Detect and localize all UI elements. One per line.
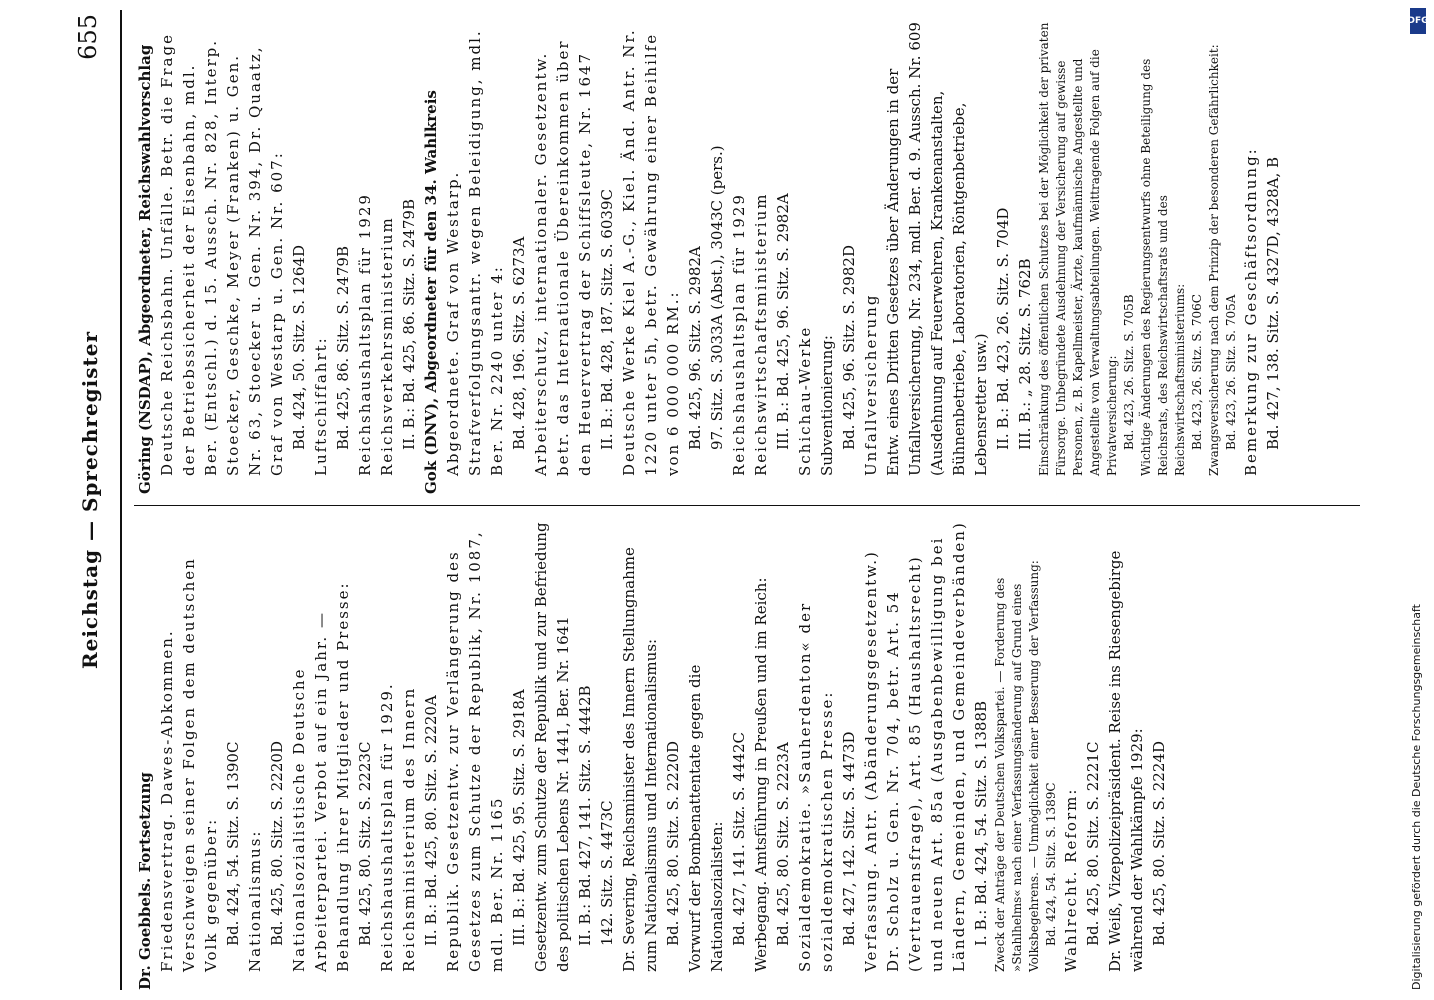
reference: 142. Sitz. S. 4473C (598, 800, 616, 946)
reference: II. B.: Bd. 428, 187. Sitz. S. 6039C (598, 189, 616, 450)
subject-entry: Unfallversicherung (862, 293, 880, 476)
subject-entry: Zwangsversicherung nach dem Prinzip der besonderen Gefährlichkeit: (1207, 44, 1221, 476)
subject-entry: Deutsche Reichsbahn. Unfälle. Betr. die Frage der Betriebssicherheit der Eisenbahn, mdl. Ber. (Entschl.) d. 15. Aussch. Nr. 828, Interp. Stoecker, Geschke, Meyer (Franken) u. Gen. Nr. 63, Stoecker u. Gen. Nr. 394, Dr. Quaatz, Graf von Westarp u. Gen. Nr. 607: (158, 33, 286, 476)
subject-entry: Schichau-Werke (796, 325, 814, 476)
subject-entry: Republik. Gesetzentw. zur Verlängerung des Gesetzes zum Schutze der Republik, Nr. 1087, mdl. Ber. Nr. 1165 (444, 530, 506, 972)
reference: Bd. 425, 96. Sitz. S. 2982A (686, 246, 704, 450)
subject-entry: Vorwurf der Bombenattentate gegen die Nationalsozialisten: (686, 664, 726, 972)
register-columns (134, 10, 1360, 990)
subject-entry: Luftschiffahrt: (312, 336, 330, 476)
subject-entry: Arbeiterschutz, internationaler. Gesetzentw. betr. das Internationale Übereinkommen über den Heuervertrag der Schiffsleute, Nr. 1647 (532, 39, 594, 476)
subject-entry: Wahlrecht. Reform: (1062, 787, 1080, 972)
subject-entry: Wichtige Änderungen des Regierungsentwurfs ohne Beteiligung des Reichsrats, des Reichswirtschaftsrats und des Reichswirtschaftsministeriums: (1139, 58, 1187, 476)
digitization-text: Digitalisierung gefördert durch die Deutsche Forschungsgemeinschaft (1410, 604, 1423, 990)
reference: Bd. 424, 54. Sitz. S. 1389C (1044, 782, 1058, 946)
reference: Bd. 427, 141. Sitz. S. 4442C (730, 732, 748, 946)
page-number: 655 (74, 14, 102, 60)
subject-entry: Subventionierung: (818, 335, 836, 476)
reference: II. B.: Bd. 425, 86. Sitz. S. 2479B (400, 199, 418, 450)
reference: Bd. 425, 80. Sitz. S. 2220D (268, 741, 286, 946)
register-page (60, 10, 1360, 990)
subject-entry: Friedensvertrag. Dawes-Abkommen. Verschweigen seiner Folgen dem deutschen Volk gegenüber: (158, 557, 220, 972)
reference: I. B.: Bd. 424, 54. Sitz. S. 1388B (972, 700, 990, 946)
reference: II. B.: Bd. 423, 26. Sitz. S. 704D (994, 207, 1012, 450)
subject-entry: Werbegang. Amtsführung in Preußen und im Reich: (752, 577, 770, 972)
dfg-logo: DFG (1410, 8, 1426, 34)
subject-entry: Reichshaushaltsplan für 1929 Reichswirtschaftsministerium (730, 192, 770, 476)
digitization-note (1408, 0, 1434, 1000)
subject-entry: Reichshaushaltsplan für 1929. Reichsministerium des Innern (378, 682, 418, 972)
reference: Bd. 428, 196. Sitz. S. 6273A (510, 236, 528, 450)
reference: Bd. 425, 80. Sitz. S. 2224D (1150, 741, 1168, 946)
subject-entry: Sozialdemokratie. »Sauherdenton« der sozialdemokratischen Presse: (796, 601, 836, 972)
subject-entry: Gesetzentw. zum Schutze der Republik und zur Befriedung des politischen Lebens Nr. 1441, Ber. Nr. 1641 (532, 522, 572, 972)
reference: Bd. 423, 26. Sitz. S. 705A (1224, 294, 1238, 450)
reference: Bd. 425, 80. Sitz. S. 2220D (664, 741, 682, 946)
subject-entry: Abgeordnete. Graf von Westarp. Strafverfolgungsantr. wegen Beleidigung, mdl. Ber. Nr. 2240 unter 4: (444, 29, 506, 476)
reference: III. B.: Bd. 425, 95. Sitz. S. 2918A (510, 689, 528, 946)
subject-entry: Reichshaushaltsplan für 1929 Reichsverkehrsministerium (356, 193, 396, 476)
right-column (134, 22, 1284, 494)
subject-entry: Zweck der Anträge der Deutschen Volkspartei. — Forderung des »Stahlhelms« nach einer Verfassungsänderung auf Grund eines Volksbegehrens. — Unmöglichkeit einer Besserung der Verfassung: (993, 560, 1041, 972)
reference: III. B.: „ 28. Sitz. S. 762B (1016, 258, 1034, 450)
reference: Bd. 425, 96. Sitz. S. 2982D (840, 245, 858, 450)
subject-entry: Verfassung. Antr. (Abänderungsgesetzentw.) Dr. Scholz u. Gen. Nr. 704, betr. Art. 54 (Vertrauensfrage), Art. 85 (Haushaltsrecht) und neuen Art. 85a (Ausgabenbewilligung bei Ländern, Gemeinden, und Gemeindeverbänden) (862, 521, 968, 972)
reference: Bd. 423, 26. Sitz. S. 705B (1122, 294, 1136, 450)
subject-entry: Deutsche Werke Kiel A.-G., Kiel. Änd. Antr. Nr. 1220 unter 5h, betr. Gewährung einer Beihilfe von 6 000 000 RM.: (620, 28, 682, 476)
reference: II. B.: Bd. 425, 80. Sitz. S. 2220A (422, 695, 440, 946)
subject-entry: Dr. Weiß, Vizepolizeipräsident. Reise ins Riesengebirge während der Wahlkämpfe 1929: (1106, 550, 1146, 972)
left-column (134, 518, 1170, 990)
reference: II. B.: Bd. 427, 141. Sitz. S. 4442B (576, 685, 594, 946)
page-title: Reichstag — Sprechregister (78, 330, 102, 670)
reference: Bd. 427, 138. Sitz. S. 4327D, 4328A, B (1264, 156, 1282, 450)
reference: Bd. 425, 86. Sitz. S. 2479B (334, 246, 352, 450)
reference: Bd. 425, 80. Sitz. S. 2221C (1084, 741, 1102, 946)
entry-heading: Dr. Goebbels. Fortsetzung (136, 772, 154, 990)
reference: Bd. 424, 50. Sitz. S. 1264D (290, 245, 308, 450)
page-header (60, 10, 122, 990)
subject-entry: Nationalsozialistische Deutsche Arbeiterpartei. Verbot auf ein Jahr. — Behandlung ihrer Mitglieder und Presse: (290, 581, 352, 972)
subject-entry: Entw. eines Dritten Gesetzes über Änderungen in der Unfallversicherung, Nr. 234, mdl. Ber. d. 9. Aussch. Nr. 609 (Ausdehnung auf Feuerwehren, Krankenanstalten, Bühnenbetriebe, Laboratorien, Röntgenbetriebe, Lebensretter usw.) (884, 22, 990, 476)
subject-entry: Dr. Severing, Reichsminister des Innern Stellungnahme zum Nationalismus und Internationalismus: (620, 547, 660, 972)
subject-entry: Bemerkung zur Geschäftsordnung: (1242, 147, 1260, 476)
reference: 97. Sitz. S. 3033A (Abst.), 3043C (pers.) (708, 145, 726, 450)
reference: Bd. 424, 54. Sitz. S. 1390C (224, 741, 242, 946)
subject-entry: Einschränkung des öffentlichen Schutzes bei der Möglichkeit der privaten Fürsorge. Unbegründete Ausdehnung der Versicherung auf gewisse Personen, z. B. Kapellmeister, Ärzte, kaufmännische Angestellte und Angestellte von Verwaltungsabteilungen. Weittragende Folgen auf die Privatversicherung: (1037, 22, 1119, 476)
reference: Bd. 427, 142. Sitz. S. 4473D (840, 731, 858, 946)
reference: Bd. 423, 26. Sitz. S. 706C (1190, 294, 1204, 450)
reference: Bd. 425, 80. Sitz. S. 2223A (774, 742, 792, 946)
column-divider (134, 505, 1360, 506)
reference: III. B.: Bd. 425, 96. Sitz. S. 2982A (774, 193, 792, 450)
entry-heading: Göring (NSDAP), Abgeordneter, Reichswahlvorschlag (136, 44, 154, 494)
entry-heading: Gok (DNV), Abgeordneter für den 34. Wahlkreis (422, 90, 440, 494)
reference: Bd. 425, 80. Sitz. S. 2223C (356, 741, 374, 946)
subject-entry: Nationalismus: (246, 829, 264, 972)
